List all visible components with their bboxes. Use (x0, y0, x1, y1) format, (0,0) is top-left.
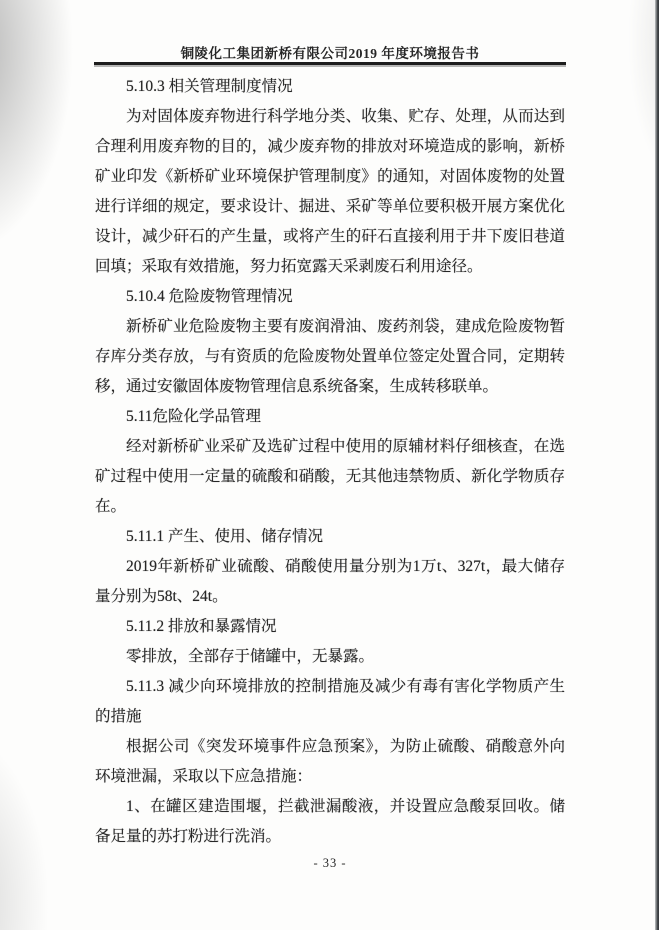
paragraph: 为对固体废弃物进行科学地分类、收集、贮存、处理，从而达到合理利用废弃物的目的，减少废弃物的排放对环境造成的影响，新桥矿业印发《新桥矿业环境保护管理制度》的通知，对固体废物的处置进行详细的规定，要求设计、掘进、采矿等单位要积极开展方案优化设计，减少矸石的产生量，或将产生的矸石直接利用于井下废旧巷道回填；采取有效措施，努力拓宽露天采剥废石利用途径。 (95, 108, 565, 275)
section-heading-5-10-3: 5.10.3 相关管理制度情况 (126, 78, 293, 95)
scan-edge-line (655, 0, 659, 930)
document-body (95, 72, 565, 852)
section-heading-5-11-1: 5.11.1 产生、使用、储存情况 (126, 528, 324, 545)
paragraph: 新桥矿业危险废物主要有废润滑油、废药剂袋，建成危险废物暂存库分类存放，与有资质的危险废物处置单位签定处置合同，定期转移，通过安徽固体废物管理信息系统备案，生成转移联单。 (95, 318, 565, 395)
page-number: - 33 - (313, 856, 347, 870)
section-heading-5-11-3: 5.11.3 减少向环境排放的控制措施及减少有毒有害化学物质产生的措施 (95, 678, 565, 725)
paragraph: 根据公司《突发环境事件应急预案》，为防止硫酸、硝酸意外向环境泄漏，采取以下应急措施： (95, 738, 565, 785)
paragraph: 零排放，全部存于储罐中，无暴露。 (126, 648, 375, 665)
paragraph: 经对新桥矿业采矿及选矿过程中使用的原辅材料仔细核查，在选矿过程中使用一定量的硫酸和硝酸，无其他违禁物质、新化学物质存在。 (95, 438, 565, 515)
header-divider (94, 62, 566, 65)
section-heading-5-11-2: 5.11.2 排放和暴露情况 (126, 618, 277, 635)
section-heading-5-10-4: 5.10.4 危险废物管理情况 (126, 288, 293, 305)
running-header (95, 42, 565, 62)
paragraph: 2019年新桥矿业硫酸、硝酸使用量分别为1万t、327t，最大储存量分别为58t、24t。 (95, 558, 565, 605)
section-heading-5-11: 5.11危险化学品管理 (126, 408, 262, 425)
report-title: 铜陵化工集团新桥有限公司2019 年度环境报告书 (180, 46, 480, 61)
paragraph: 1、在罐区建造围堰，拦截泄漏酸液，并设置应急酸泵回收。储备足量的苏打粉进行洗消。 (95, 798, 565, 845)
